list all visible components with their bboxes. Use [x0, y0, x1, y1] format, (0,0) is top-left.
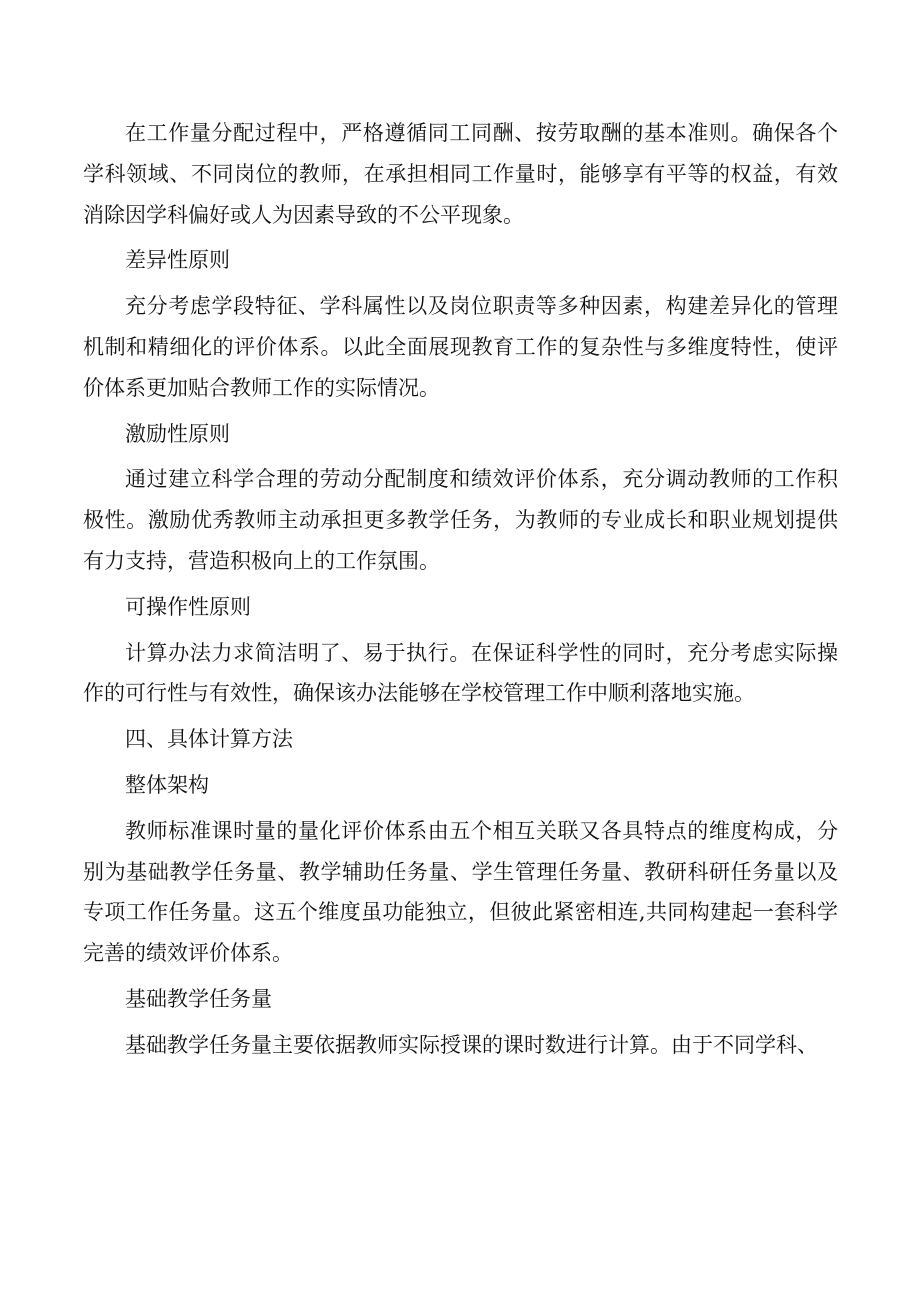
paragraph-overall-structure: 教师标准课时量的量化评价体系由五个相互关联又各具特点的维度构成，分别为基础教学任务量、教学辅助任务量、学生管理任务量、教研科研任务量以及专项工作任务量。这五个维度虽功能独立，但彼此紧密相连,共同构建起一套科学完善的绩效评价体系。 — [83, 818, 838, 966]
paragraph-equal-pay: 在工作量分配过程中，严格遵循同工同酬、按劳取酬的基本准则。确保各个学科领域、不同岗位的教师，在承担相同工作量时，能够享有平等的权益，有效消除因学科偏好或人为因素导致的不公平现象。 — [83, 121, 838, 227]
heading-overall-structure: 整体架构 — [125, 772, 209, 797]
heading-basic-teaching-workload: 基础教学任务量 — [125, 986, 272, 1011]
paragraph-operability: 计算办法力求简洁明了、易于执行。在保证科学性的同时，充分考虑实际操作的可行性与有效性，确保该办法能够在学校管理工作中顺利落地实施。 — [83, 640, 838, 706]
heading-differentiation-principle: 差异性原则 — [125, 248, 230, 273]
paragraph-basic-teaching-workload: 基础教学任务量主要依据教师实际授课的课时数进行计算。由于不同学科、 — [125, 1032, 818, 1057]
heading-calculation-method: 四、具体计算方法 — [125, 727, 293, 752]
paragraph-differentiation: 充分考虑学段特征、学科属性以及岗位职责等多种因素，构建差异化的管理机制和精细化的评价体系。以此全面展现教育工作的复杂性与多维度特性，使评价体系更加贴合教师工作的实际情况。 — [83, 294, 838, 400]
document-body — [83, 113, 838, 1071]
heading-incentive-principle: 激励性原则 — [125, 421, 230, 446]
paragraph-incentive: 通过建立科学合理的劳动分配制度和绩效评价体系，充分调动教师的工作积极性。激励优秀教师主动承担更多教学任务，为教师的专业成长和职业规划提供有力支持，营造积极向上的工作氛围。 — [83, 467, 838, 573]
heading-operability-principle: 可操作性原则 — [125, 594, 251, 619]
